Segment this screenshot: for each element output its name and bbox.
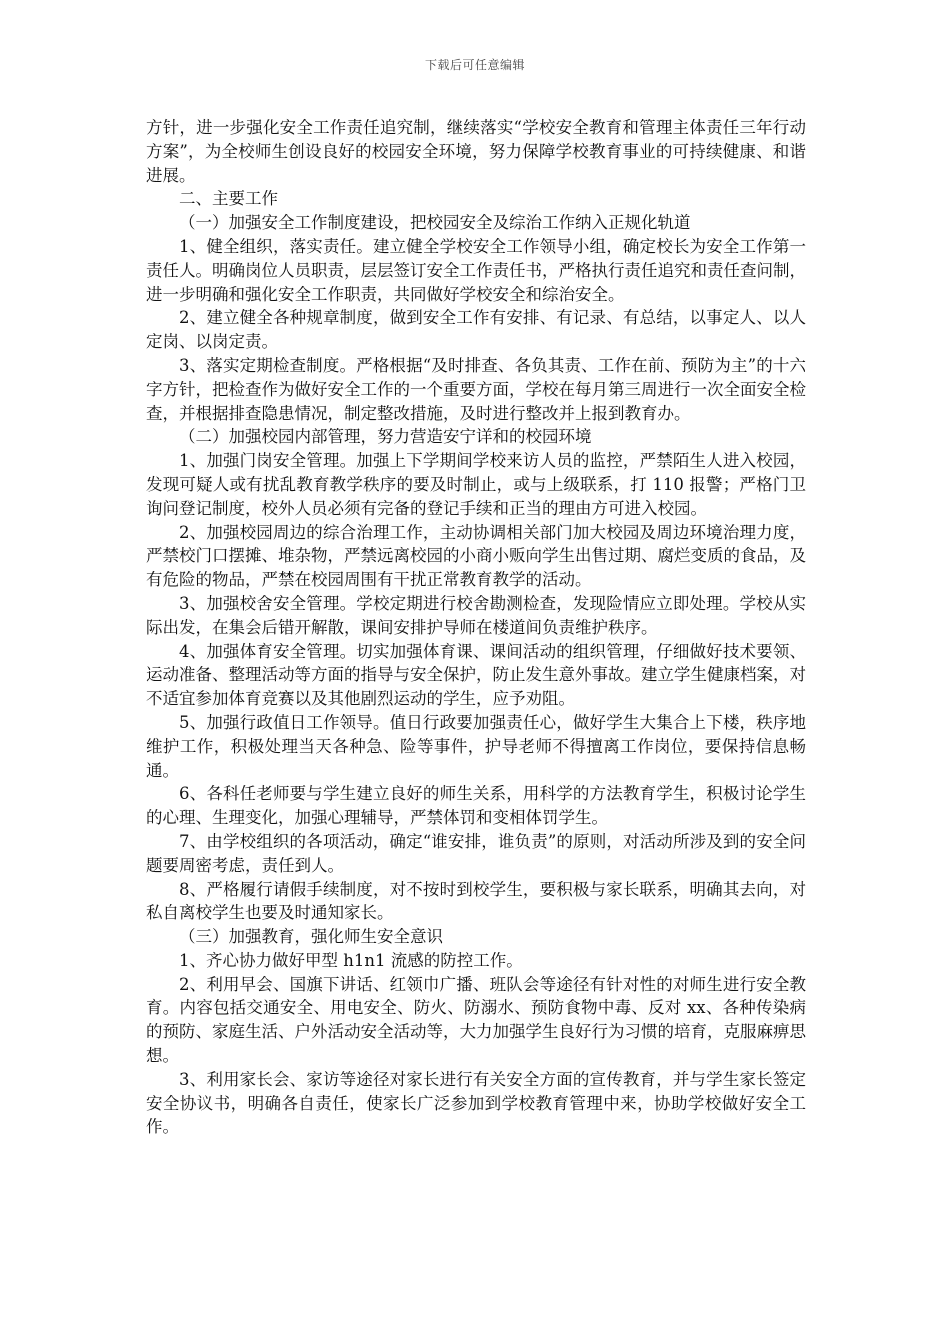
subsection-heading: （三）加强教育，强化师生安全意识 — [179, 927, 443, 947]
paragraph: 2、加强校园周边的综合治理工作，主动协调相关部门加大校园及周边环境治理力度，严禁校门口摆摊、堆杂物，严禁远离校园的小商小贩向学生出售过期、腐烂变质的食品，及有危险的物品，严禁在校园周围有干扰正常教育教学的活动。 — [146, 522, 806, 590]
paragraph: 3、利用家长会、家访等途径对家长进行有关安全方面的宣传教育，并与学生家长签定安全协议书，明确各自责任，使家长广泛参加到学校教育管理中来，协助学校做好安全工作。 — [146, 1069, 806, 1137]
paragraph: 3、落实定期检查制度。严格根据“及时排查、各负其责、工作在前、预防为主”的十六字方针，把检查作为做好安全工作的一个重要方面，学校在每月第三周进行一次全面安全检查，并根据排查隐患情况，制定整改措施，及时进行整改并上报到教育办。 — [146, 355, 806, 423]
paragraph: 6、各科任老师要与学生建立良好的师生关系，用科学的方法教育学生，积极讨论学生的心理、生理变化，加强心理辅导，严禁体罚和变相体罚学生。 — [146, 784, 806, 828]
paragraph: 3、加强校舍安全管理。学校定期进行校舍勘测检查，发现险情应立即处理。学校从实际出发，在集会后错开解散，课间安排护导师在楼道间负责维护秩序。 — [146, 593, 806, 637]
paragraph: 2、利用早会、国旗下讲话、红领巾广播、班队会等途径有针对性的对师生进行安全教育。内容包括交通安全、用电安全、防火、防溺水、预防食物中毒、反对 xx、各种传染病的预防、家庭生活、户外活动安全活动等，大力加强学生良好行为习惯的培育，克服麻痹思想。 — [146, 974, 806, 1066]
page-header: 下载后可任意编辑 — [424, 58, 525, 72]
paragraph: 1、齐心协力做好甲型 h1n1 流感的防控工作。 — [179, 950, 523, 970]
document-body — [146, 116, 806, 1139]
subsection-heading: （二）加强校园内部管理，努力营造安宁详和的校园环境 — [179, 427, 592, 447]
paragraph: 方针，进一步强化安全工作责任追究制，继续落实“学校安全教育和管理主体责任三年行动方案”，为全校师生创设良好的校园安全环境，努力保障学校教育事业的可持续健康、和谐进展。 — [146, 118, 806, 185]
paragraph: 7、由学校组织的各项活动，确定“谁安排，谁负责”的原则，对活动所涉及到的安全问题要周密考虑，责任到人。 — [146, 831, 806, 875]
paragraph: 1、健全组织，落实责任。建立健全学校安全工作领导小组，确定校长为安全工作第一责任人。明确岗位人员职责，层层签订安全工作责任书，严格执行责任追究和责任查问制，进一步明确和强化安全工作职责，共同做好学校安全和综治安全。 — [146, 236, 806, 304]
paragraph: 1、加强门岗安全管理。加强上下学期间学校来访人员的监控，严禁陌生人进入校园，发现可疑人或有扰乱教育教学秩序的要及时制止，或与上级联系，打 110 报警；严格门卫询问登记制度，校外人员必须有完备的登记手续和正当的理由方可进入校园。 — [146, 451, 806, 518]
section-heading: 二、主要工作 — [179, 189, 278, 209]
paragraph: 2、建立健全各种规章制度，做到安全工作有安排、有记录、有总结，以事定人、以人定岗、以岗定责。 — [146, 308, 806, 352]
subsection-heading: （一）加强安全工作制度建设，把校园安全及综治工作纳入正规化轨道 — [179, 213, 691, 233]
paragraph: 4、加强体育安全管理。切实加强体育课、课间活动的组织管理，仔细做好技术要领、运动准备、整理活动等方面的指导与安全保护，防止发生意外事故。建立学生健康档案，对不适宜参加体育竞赛以及其他剧烈运动的学生，应予劝阻。 — [146, 641, 806, 709]
paragraph: 8、严格履行请假手续制度，对不按时到校学生，要积极与家长联系，明确其去向，对私自离校学生也要及时通知家长。 — [146, 879, 806, 923]
paragraph: 5、加强行政值日工作领导。值日行政要加强责任心，做好学生大集合上下楼，秩序地维护工作，积极处理当天各种急、险等事件，护导老师不得擅离工作岗位，要保持信息畅通。 — [146, 712, 806, 780]
